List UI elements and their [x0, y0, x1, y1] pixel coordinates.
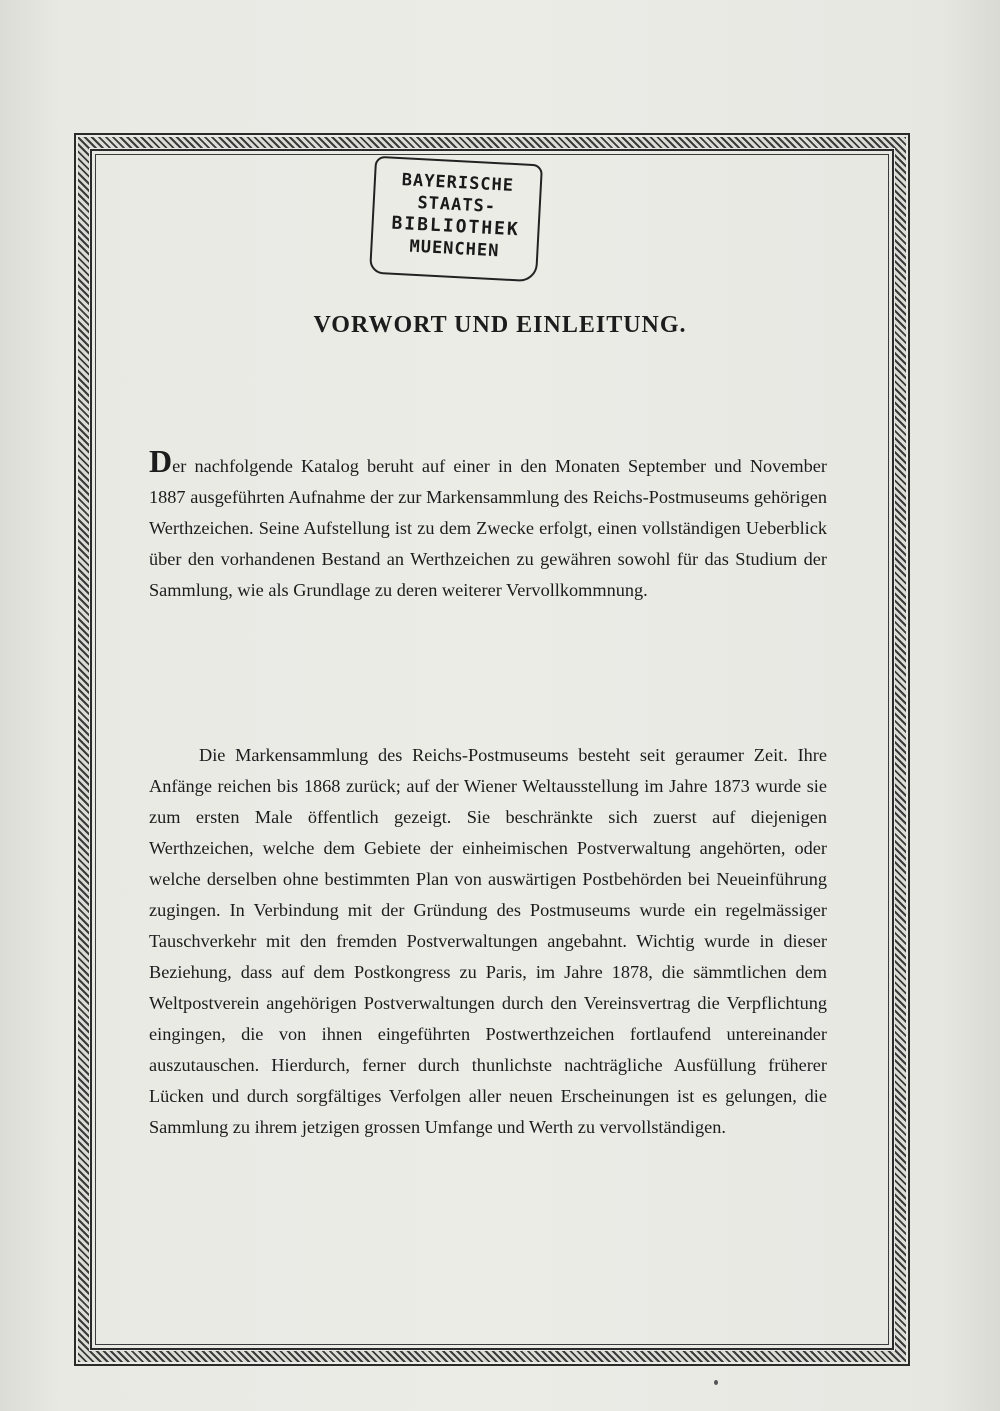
- stamp-line: MUENCHEN: [409, 236, 500, 262]
- paragraph-intro: [149, 443, 827, 606]
- page-title: VORWORT UND EINLEITUNG.: [313, 312, 687, 338]
- page-mark: [714, 1380, 718, 1385]
- paragraph-history: Die Markensammlung des Reichs-Postmuseums besteht seit geraumer Zeit. Ihre Anfänge reichen bis 1868 zurück; auf der Wiener Weltausstellung im Jahre 1873 wurde sie zum ersten Male öffentlich gezeigt. Sie beschränkte sich zuerst auf diejenigen Werthzeichen, welche dem Gebiete der einheimischen Postverwaltung angehörten, oder welche derselben ohne bestimmten Plan von auswärtigen Postbehörden bei Neueinführung zugingen. In Verbindung mit der Gründung des Postmuseums wurde ein regelmässiger Tauschverkehr mit den fremden Postverwaltungen angebahnt. Wichtig wurde in dieser Beziehung, dass auf dem Postkongress zu Paris, im Jahre 1878, die sämmtlichen dem Weltpostverein angehörigen Postverwaltungen durch den Vereinsvertrag die Verpflichtung eingingen, die von ihnen eingeführten Postwerthzeichen fortlaufend untereinander auszutauschen. Hierdurch, ferner durch thunlichste nachträgliche Ausfüllung früherer Lücken und durch sorgfältiges Verfolgen aller neuen Erscheinungen ist es gelungen, die Sammlung zu ihrem jetzigen grossen Umfange und Werth zu vervollständigen.: [149, 745, 827, 1137]
- stamp-line: STAATS-: [416, 192, 497, 218]
- drop-cap: D: [149, 443, 173, 479]
- stamp-line: BAYERISCHE: [401, 170, 515, 196]
- stamp-line: BIBLIOTHEK: [390, 212, 521, 241]
- paragraph-intro-text: er nachfolgende Katalog beruht auf einer in den Monaten September und November 1887 ausgeführten Aufnahme der zur Markensammlung des Reichs-Postmuseums gehörigen Werthzeichen. Seine Aufstellung ist zu dem Zwecke erfolgt, einen vollständigen Ueberblick über den vorhandenen Bestand an Werthzeichen zu gewähren sowohl für das Studium der Sammlung, wie als Grundlage zu deren weiterer Vervollkommnung.: [149, 456, 827, 600]
- library-stamp: [369, 156, 543, 283]
